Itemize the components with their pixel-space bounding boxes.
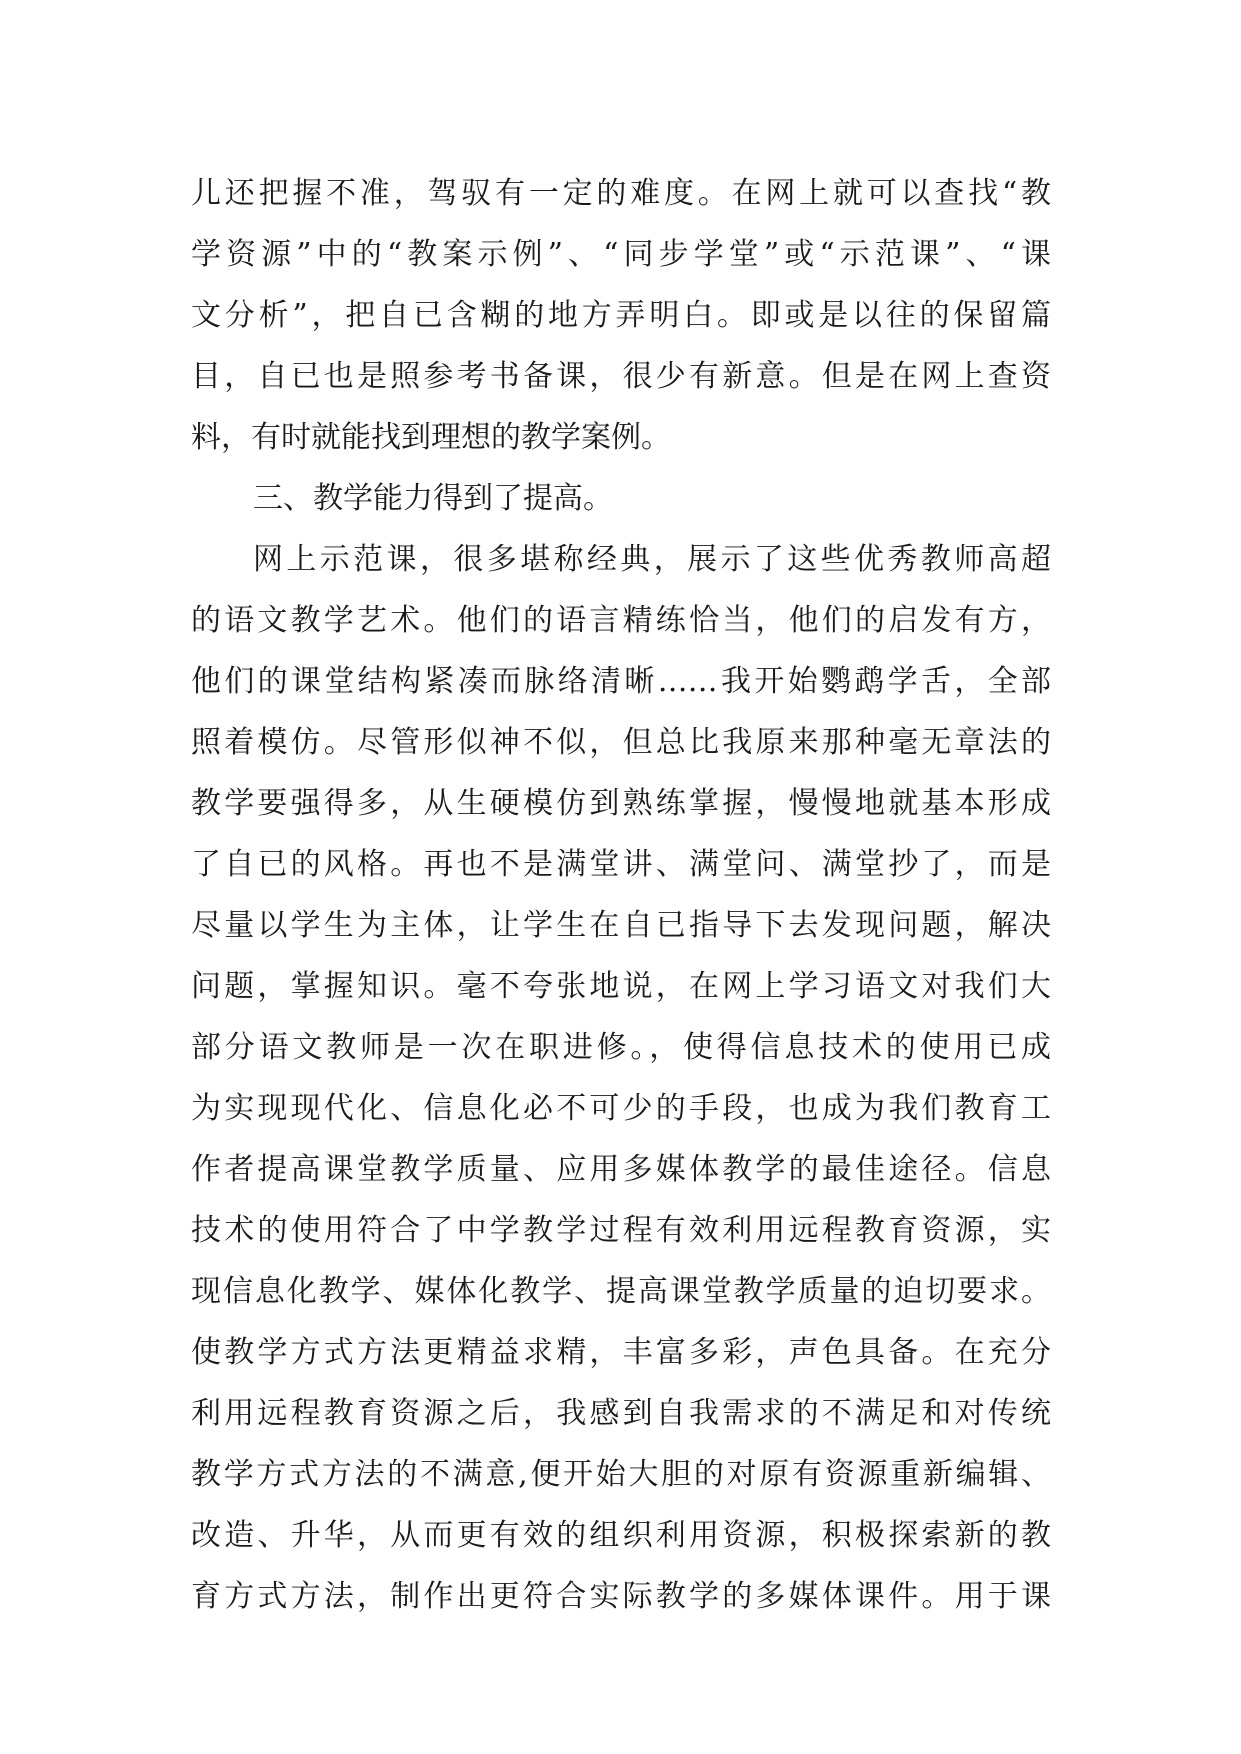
text-line: 他们的课堂结构紧凑而脉络清晰……我开始鹦鹉学舌，全部 <box>191 664 1051 699</box>
text-line: 利用远程教育资源之后，我感到自我需求的不满足和对传统 <box>191 1396 1051 1431</box>
text-line: 尽量以学生为主体，让学生在自已指导下去发现问题，解决 <box>191 908 1051 943</box>
text-line: 了自已的风格。再也不是满堂讲、满堂问、满堂抄了，而是 <box>191 847 1051 882</box>
text-line: 儿还把握不准，驾驭有一定的难度。在网上就可以查找“教 <box>191 176 1051 211</box>
text-line: 的语文教学艺术。他们的语言精练恰当，他们的启发有方， <box>191 603 1051 638</box>
text-line: 料，有时就能找到理想的教学案例。 <box>191 420 671 455</box>
text-line: 学资源”中的“教案示例”、“同步学堂”或“示范课”、“课 <box>191 237 1051 272</box>
body-text <box>191 163 1051 1627</box>
text-line: 网上示范课，很多堪称经典，展示了这些优秀教师高超 <box>253 542 1051 577</box>
text-line: 目，自已也是照参考书备课，很少有新意。但是在网上查资 <box>191 359 1051 394</box>
text-line: 文分析”，把自已含糊的地方弄明白。即或是以往的保留篇 <box>191 298 1051 333</box>
text-line: 技术的使用符合了中学教学过程有效利用远程教育资源，实 <box>191 1213 1051 1248</box>
text-line: 照着模仿。尽管形似神不似，但总比我原来那种毫无章法的 <box>191 725 1051 760</box>
text-line: 改造、升华，从而更有效的组织利用资源，积极探索新的教 <box>191 1518 1051 1553</box>
section-heading: 三、教学能力得到了提高。 <box>253 481 613 516</box>
text-line: 教学方式方法的不满意,便开始大胆的对原有资源重新编辑、 <box>191 1457 1051 1492</box>
text-line: 育方式方法，制作出更符合实际教学的多媒体课件。用于课 <box>191 1579 1051 1614</box>
text-line: 现信息化教学、媒体化教学、提高课堂教学质量的迫切要求。 <box>191 1274 1051 1309</box>
text-line: 问题，掌握知识。毫不夸张地说，在网上学习语文对我们大 <box>191 969 1051 1004</box>
text-line: 为实现现代化、信息化必不可少的手段，也成为我们教育工 <box>191 1091 1051 1126</box>
text-line: 教学要强得多，从生硬模仿到熟练掌握，慢慢地就基本形成 <box>191 786 1051 821</box>
text-line: 使教学方式方法更精益求精，丰富多彩，声色具备。在充分 <box>191 1335 1051 1370</box>
text-line: 作者提高课堂教学质量、应用多媒体教学的最佳途径。信息 <box>191 1152 1051 1187</box>
text-line: 部分语文教师是一次在职进修。，使得信息技术的使用已成 <box>191 1030 1051 1065</box>
